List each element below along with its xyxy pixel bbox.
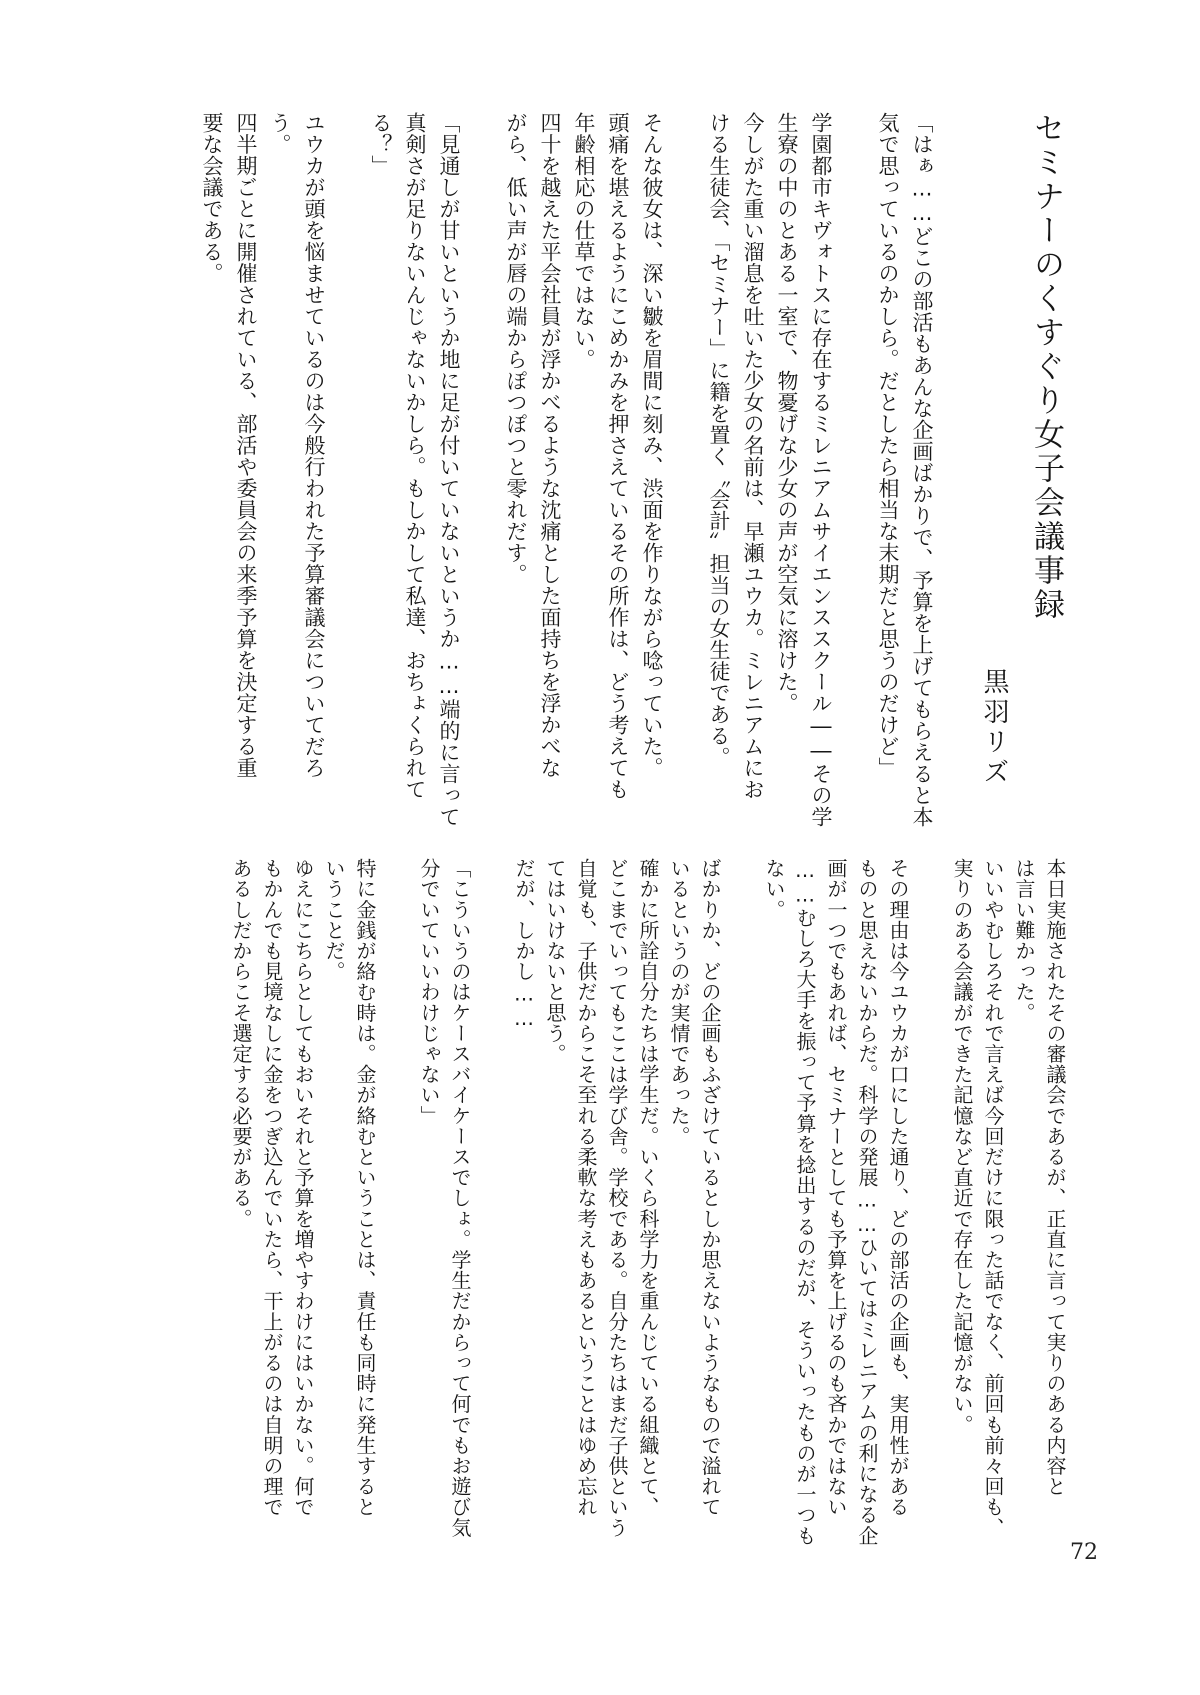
top-text-block (195, 112, 1070, 826)
text-line: いいやむしろそれで言えば今回だけに限った話でなく、前回も前々回も、 (981, 858, 1005, 1538)
text-line: 自覚も、子供だからこそ至れる柔軟な考えもあるということはゆめ忘れ (574, 858, 598, 1518)
text-line: 分でいていいわけじゃない」 (417, 858, 441, 1126)
text-line: 実りのある会議ができた記憶など直近で存在した記憶がない。 (950, 858, 974, 1435)
author-name: 黒羽リズ (979, 668, 1009, 788)
text-line: もかんでも見境なしに金をつぎ込んでいたら、干上がるのは自明の理で (260, 858, 284, 1518)
text-line: 年齢相応の仕草ではない。 (572, 112, 596, 370)
text-line: ……むしろ大手を振って予算を捻出するのだが、そういったものが一つも (793, 858, 817, 1546)
text-line: 確かに所詮自分たちは学生だ。いくら科学力を重んじている組織とて、 (636, 858, 660, 1518)
text-line: いるというのが実情であった。 (667, 858, 691, 1147)
text-line: 四半期ごとに開催されている、部活や委員会の来季予算を決定する重 (234, 112, 258, 779)
text-line: 要な会議である。 (200, 112, 224, 284)
text-line: 頭痛を堪えるようにこめかみを押さえているその所作は、どう考えても (606, 112, 630, 800)
text-line: 四十を越えた平会社員が浮かべるような沈痛とした面持ちを浮かべな (538, 112, 562, 779)
text-line: ない。 (762, 858, 786, 920)
text-line: その理由は今ユウカが口にした通り、どの部活の企画も、実用性がある (886, 858, 910, 1518)
text-line: そんな彼女は、深い皺を眉間に刻み、渋面を作りながら唸っていた。 (640, 112, 664, 779)
text-line: 本日実施されたその審議会であるが、正直に言って実りのある内容と (1043, 858, 1067, 1497)
text-line: 「見通しが甘いというか地に足が付いていないというか……端的に言って (437, 112, 461, 828)
text-line: 「こういうのはケースバイケースでしょ。学生だからって何でもお遊び気 (448, 858, 472, 1538)
bottom-text-block (225, 858, 1070, 1546)
text-line: 真剣さが足りないんじゃないかしら。もしかして私達、おちょくられて (403, 112, 427, 800)
text-line: ものと思えないからだ。科学の発展……ひいてはミレニアムの利になる企 (855, 858, 879, 1546)
text-line: 今しがた重い溜息を吐いた少女の名前は、早瀬ユウカ。ミレニアムにお (741, 112, 765, 800)
text-line: てはいけないと思う。 (543, 858, 567, 1064)
text-line: る？」 (369, 112, 393, 177)
page-number: 72 (1070, 1540, 1098, 1565)
text-line: 生寮の中のとある一室で、物憂げな少女の声が空気に溶けた。 (775, 112, 799, 714)
text-line: ユウカが頭を悩ませているのは今般行われた予算審議会についてだろ (302, 112, 326, 779)
text-line: 気で思っているのかしら。だとしたら相当な末期だと思うのだけど」 (876, 112, 900, 779)
text-line: あるしだからこそ選定する必要がある。 (229, 858, 253, 1229)
text-line: どこまでいってもここは学び舎。学校である。自分たちはまだ子供という (605, 858, 629, 1538)
text-line: ゆえにこちらとしてもおいそれと予算を増やすわけにはいかない。何で (291, 858, 315, 1518)
text-line: う。 (268, 112, 292, 155)
text-line: ばかりか、どの企画もふざけているとしか思えないようなもので溢れて (698, 858, 722, 1518)
story-title: セミナーのくすぐり女子会議事録 (1028, 112, 1064, 622)
text-line: いうことだ。 (322, 858, 346, 982)
text-line: 「はぁ……どこの部活もあんな企画ばかりで、予算を上げてもらえると本 (910, 112, 934, 828)
text-line: だが、しかし…… (512, 858, 536, 1031)
text-line: 特に金銭が絡む時は。金が絡むということは、責任も同時に発生すると (353, 858, 377, 1518)
text-line: 画が一つでもあれば、セミナーとしても予算を上げるのも吝かではない (824, 858, 848, 1518)
text-line: は言い難かった。 (1012, 858, 1036, 1023)
text-line: ける生徒会、「セミナー」に籍を置く〝会計〟担当の女生徒である。 (707, 112, 731, 768)
text-line: 学園都市キヴォトスに存在するミレニアムサイエンススクール――その学 (809, 112, 833, 828)
text-line: がら、低い声が唇の端からぽつぽつと零れだす。 (504, 112, 528, 585)
